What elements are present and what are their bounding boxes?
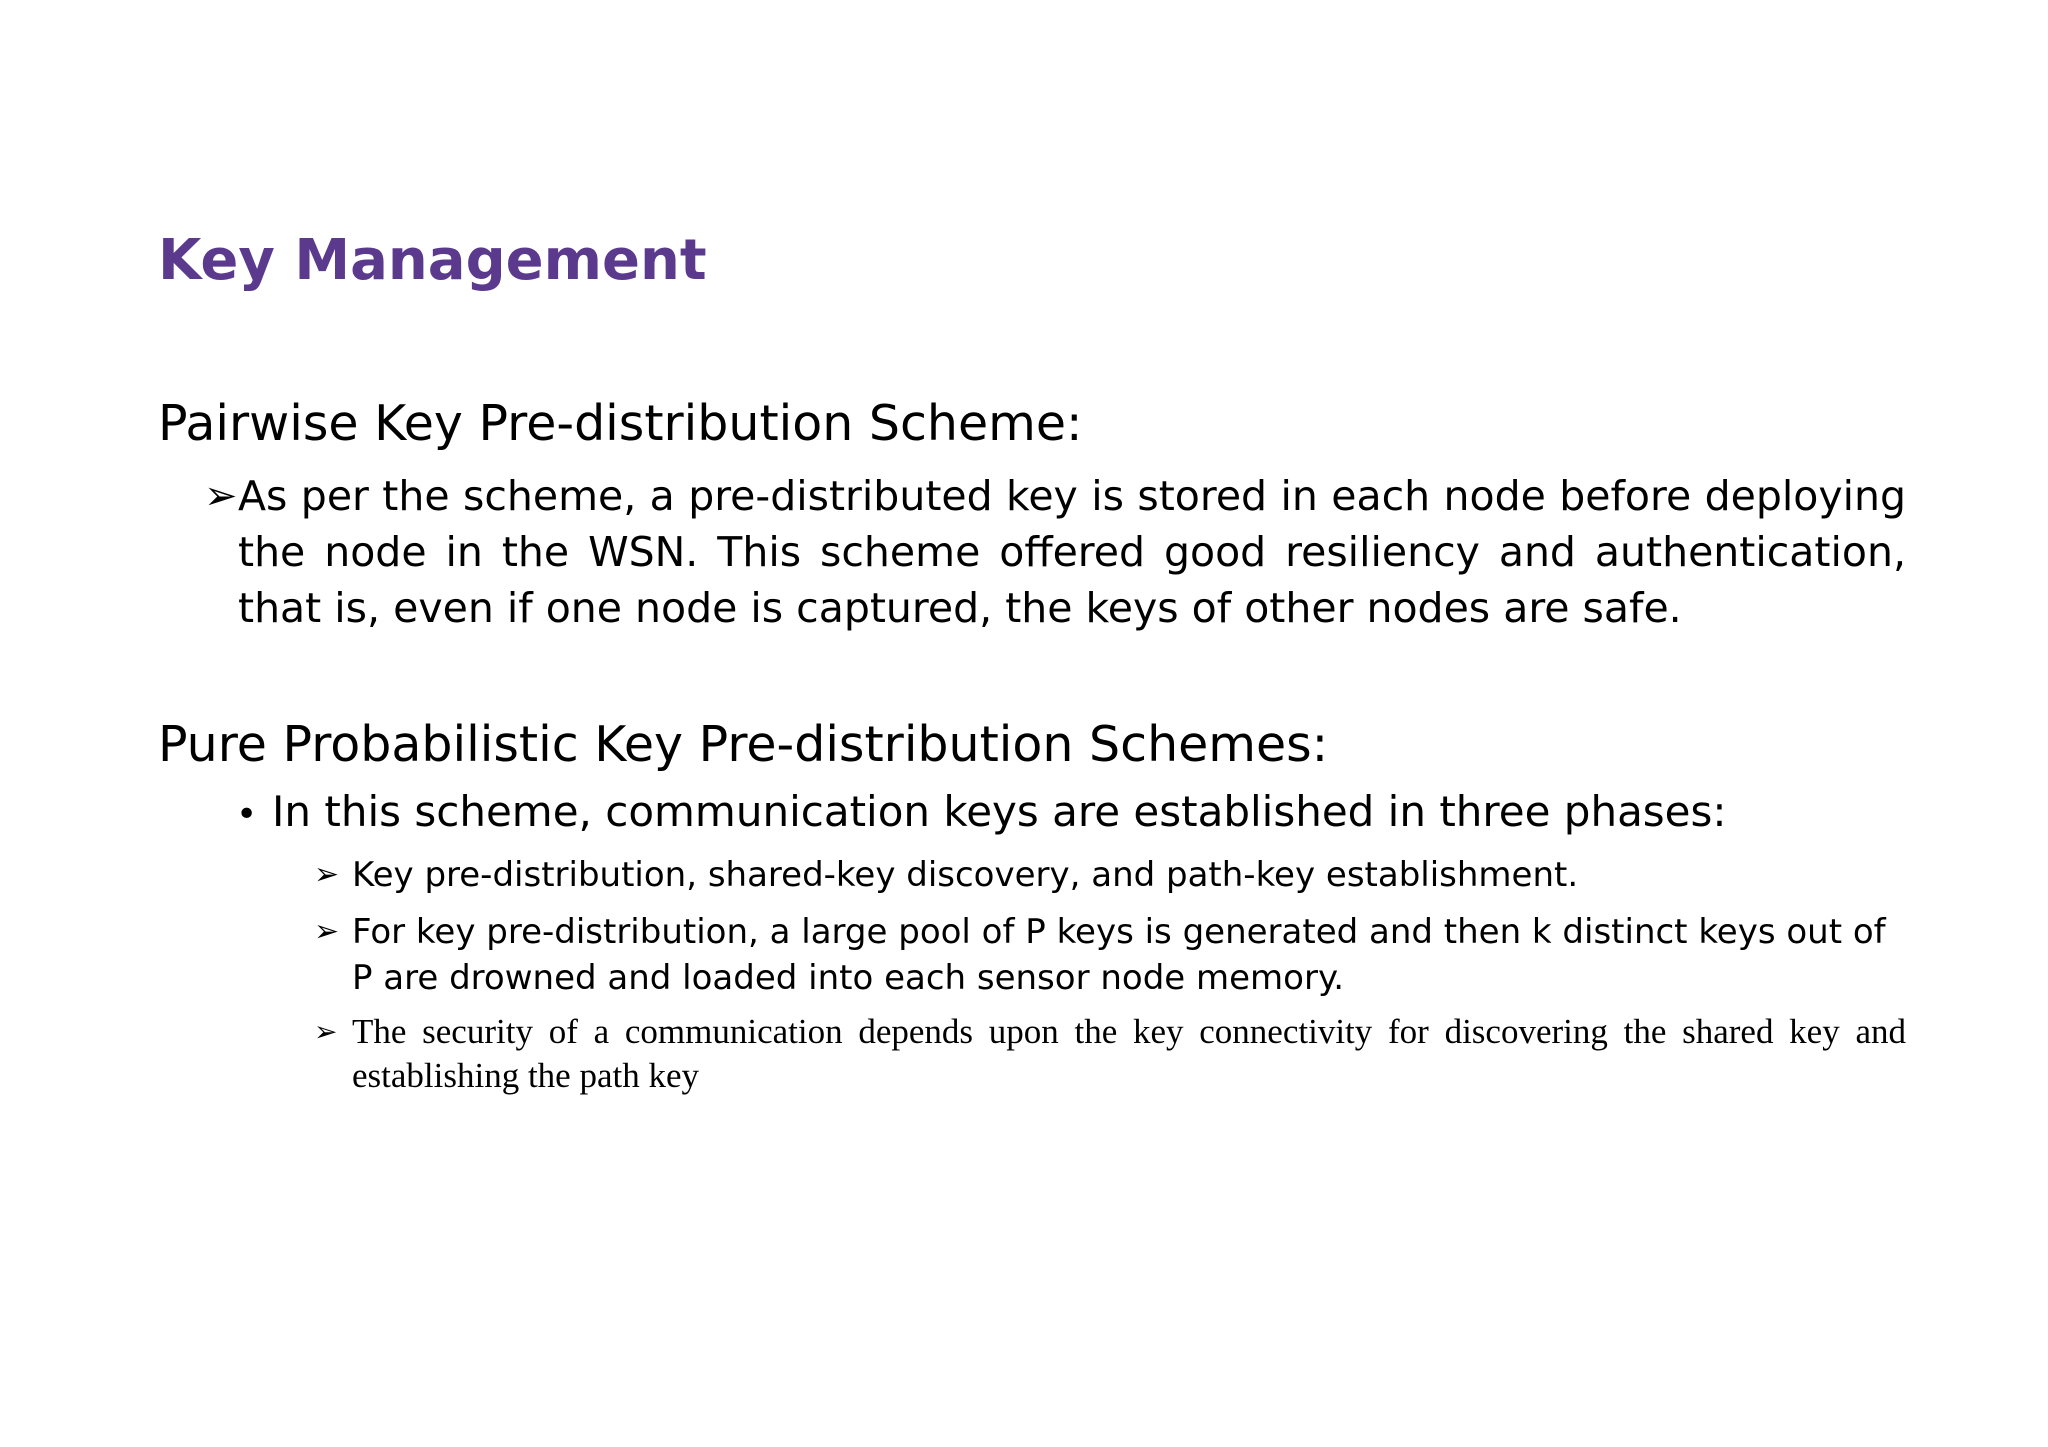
bullet-item — [236, 784, 1727, 843]
slide-title: Key Management — [158, 228, 707, 293]
arrow-bullet-icon: ➢ — [314, 914, 340, 949]
pairwise-paragraph — [204, 468, 1906, 636]
arrow-bullet-icon: ➢ — [314, 857, 340, 892]
arrow-bullet-icon: ➢ — [204, 473, 238, 519]
pairwise-paragraph-text: As per the scheme, a pre-distributed key is stored in each node before deploying the node in the WSN. This scheme offered good resiliency and authentication, that is, even if one node is captured, the keys of other nodes are safe. — [238, 472, 1906, 632]
sub-item — [314, 909, 1906, 1001]
sub-item — [314, 852, 1906, 898]
sub-item-text: Key pre-distribution, shared-key discovery, and path-key establishment. — [352, 855, 1579, 895]
bullet-dot-icon: • — [236, 794, 258, 835]
sub-item-text: For key pre-distribution, a large pool of P keys is generated and then k distinct keys out of P are drowned and loaded into each sensor node memory. — [352, 912, 1886, 998]
sub-item — [314, 1010, 1906, 1098]
bullet-item-text: In this scheme, communication keys are established in three phases: — [272, 787, 1727, 836]
sub-item-text: The security of a communication depends upon the key connectivity for discovering the shared key and establishing the path key — [352, 1012, 1906, 1095]
section-heading-probabilistic: Pure Probabilistic Key Pre-distribution Schemes: — [158, 716, 1329, 773]
section-heading-pairwise: Pairwise Key Pre-distribution Scheme: — [158, 395, 1083, 452]
arrow-bullet-icon: ➢ — [314, 1015, 338, 1048]
